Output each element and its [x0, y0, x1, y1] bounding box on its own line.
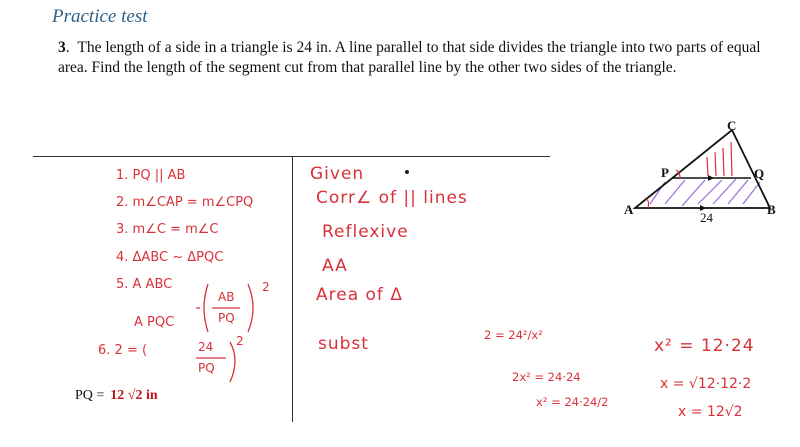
vertex-label-p: P	[661, 165, 669, 180]
statement-5: 5. A ABC	[116, 277, 173, 292]
statement-6-num: 24	[198, 340, 214, 354]
reason-6: subst	[318, 334, 369, 354]
pointer-dot	[405, 170, 409, 174]
work-left-line-3: x² = 24·24/2	[536, 395, 609, 409]
statement-3: 3. m∠C = m∠C	[116, 222, 219, 237]
work-left-line-1: 2 = 24²/x²	[484, 328, 543, 342]
statement-5-ratio-num: AB	[218, 290, 235, 304]
statement-6: 6. 2 = (	[98, 343, 148, 358]
page-title: Practice test	[52, 6, 148, 27]
statement-4: 4. ΔABC ~ ΔPQC	[116, 250, 224, 265]
work-right-line-1: x² = 12·24	[654, 336, 755, 356]
answer-label: PQ =	[75, 388, 105, 403]
work-right-line-3: x = 12√2	[678, 404, 743, 420]
vertex-label-c: C	[727, 118, 737, 133]
work-right-line-2: x = √12·12·2	[660, 376, 752, 392]
statement-1: 1. PQ || AB	[116, 168, 186, 183]
vertex-label-q: Q	[754, 166, 765, 181]
base-length-label: 24	[700, 210, 713, 225]
reason-1: Given	[310, 164, 365, 184]
answer-value: 12 √2 in	[110, 388, 158, 403]
statement-5-ratio-den: PQ	[218, 311, 235, 325]
answer	[75, 388, 158, 404]
reason-3: Reflexive	[322, 222, 409, 242]
problem-statement: 3. The length of a side in a triangle is 24 in. A line parallel to that side divides the triangle into two parts of equal area. Find the length of the segment cut from that parallel line by the other two sides of the triangle.	[58, 39, 761, 76]
reason-5: Area of Δ	[316, 285, 403, 305]
statement-5-denominator: A PQC	[134, 315, 175, 330]
statement-2: 2. m∠CAP = m∠CPQ	[116, 195, 254, 210]
work-left-line-2: 2x² = 24·24	[512, 370, 581, 384]
problem-text: The length of a side in a triangle is 24 in. A line parallel to that side divides the triangle into two parts of equal area. Find the length of the segment cut from that parallel line by the other two sides of the triangle.	[58, 39, 761, 76]
statement-6-den: PQ	[198, 361, 215, 375]
problem-number: 3	[58, 39, 66, 56]
statement-6-exponent: 2	[236, 334, 244, 348]
table-divider-vertical	[292, 156, 293, 422]
statement-5-exponent: 2	[262, 280, 270, 294]
reason-4: AA	[322, 256, 348, 276]
reason-2: Corr∠ of || lines	[316, 188, 468, 208]
vertex-label-b: B	[767, 202, 776, 217]
vertex-label-a: A	[624, 202, 634, 217]
